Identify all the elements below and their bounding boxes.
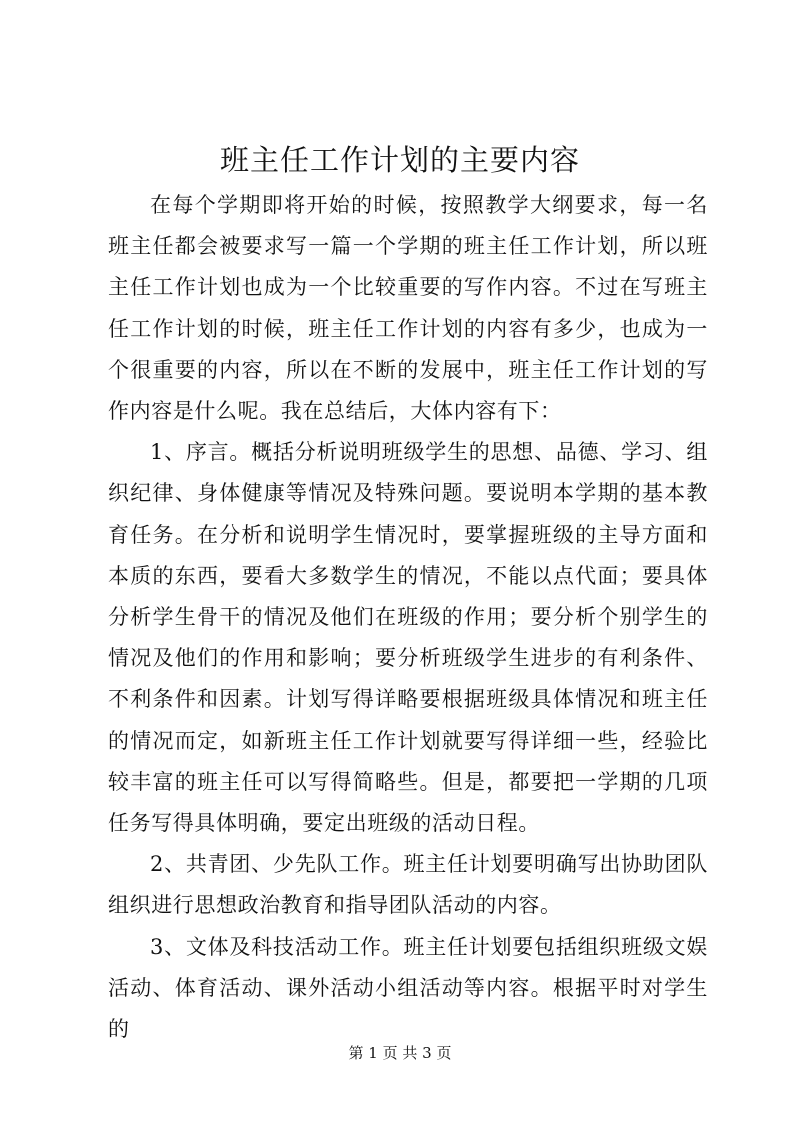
- page-number: 第 1 页 共 3 页: [348, 1044, 452, 1062]
- section-2-paragraph: 2、共青团、少先队工作。班主任计划要明确写出协助团队组织进行思想政治教育和指导团队活动的内容。: [108, 852, 708, 918]
- document-title: 班主任工作计划的主要内容: [219, 143, 580, 177]
- document-body: [108, 185, 708, 1050]
- intro-paragraph: 在每个学期即将开始的时候，按照教学大纲要求，每一名班主任都会被要求写一篇一个学期的班主任工作计划，所以班主任工作计划也成为一个比较重要的写作内容。不过在写班主任工作计划的时候，班主任工作计划的内容有多少，也成为一个很重要的内容，所以在不断的发展中，班主任工作计划的写作内容是什么呢。我在总结后，大体内容有下：: [108, 193, 708, 424]
- section-3-paragraph: 3、文体及科技活动工作。班主任计划要包括组织班级文娱活动、体育活动、课外活动小组活动等内容。根据平时对学生的: [108, 934, 708, 1042]
- section-1-paragraph: 1、序言。概括分析说明班级学生的思想、品德、学习、组织纪律、身体健康等情况及特殊问题。要说明本学期的基本教育任务。在分析和说明学生情况时，要掌握班级的主导方面和本质的东西，要看大多数学生的情况，不能以点代面；要具体分析学生骨干的情况及他们在班级的作用；要分析个别学生的情况及他们的作用和影响；要分析班级学生进步的有利条件、不利条件和因素。计划写得详略要根据班级具体情况和班主任的情况而定，如新班主任工作计划就要写得详细一些，经验比较丰富的班主任可以写得简略些。但是，都要把一学期的几项任务写得具体明确，要定出班级的活动日程。: [108, 440, 708, 836]
